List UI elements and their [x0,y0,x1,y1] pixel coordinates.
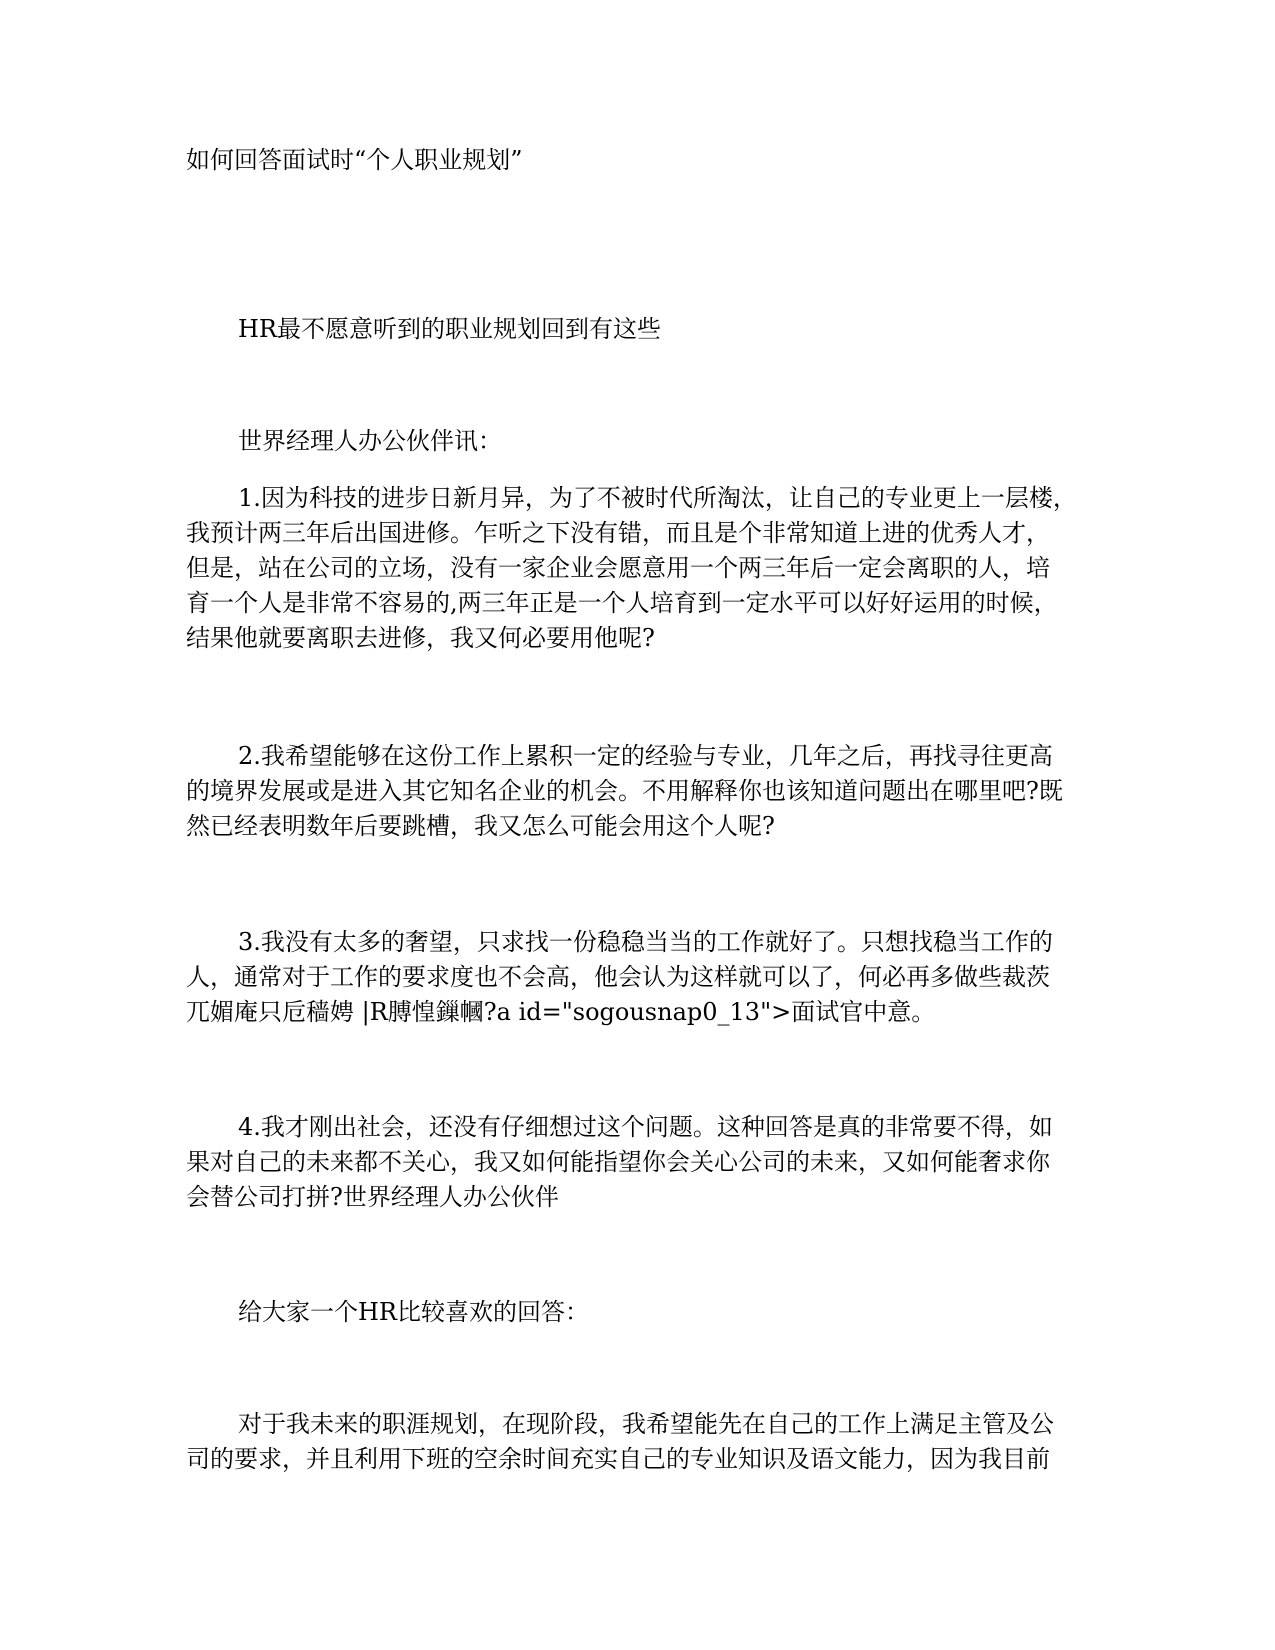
document-subtitle: HR最不愿意听到的职业规划回到有这些 [238,315,661,343]
answer-intro: 给大家一个HR比较喜欢的回答： [238,1298,589,1326]
paragraph-3-line-3: 兀媚庵只卮穑娉 |R膊惶鏁幗?a id="sogousnap0_13">面试官中意。 [186,998,936,1026]
paragraph-4-line-3: 会替公司打拼?世界经理人办公伙伴 [186,1183,559,1211]
source-line: 世界经理人办公伙伴讯： [238,427,502,455]
paragraph-3-line-1: 3.我没有太多的奢望，只求找一份稳稳当当的工作就好了。只想找稳当工作的 [238,928,1053,956]
paragraph-5-line-2: 司的要求，并且利用下班的空余时间充实自己的专业知识及语文能力，因为我目前 [186,1445,1050,1473]
paragraph-5-line-1: 对于我未来的职涯规划，在现阶段，我希望能先在自己的工作上满足主管及公 [238,1410,1054,1438]
paragraph-4-line-2: 果对自己的未来都不关心，我又如何能指望你会关心公司的未来，又如何能奢求你 [186,1148,1050,1176]
paragraph-3-line-2: 人，通常对于工作的要求度也不会高，他会认为这样就可以了，何必再多做些裁茨 [186,963,1050,991]
paragraph-1-line-5: 结果他就要离职去进修，我又何必要用他呢? [186,624,655,652]
paragraph-1-line-3: 但是，站在公司的立场，没有一家企业会愿意用一个两三年后一定会离职的人，培 [186,554,1050,582]
paragraph-1-line-2: 我预计两三年后出国进修。乍听之下没有错，而且是个非常知道上进的优秀人才， [186,519,1050,547]
document-title: 如何回答面试时“个人职业规划” [186,146,523,174]
paragraph-4-line-1: 4.我才刚出社会，还没有仔细想过这个问题。这种回答是真的非常要不得，如 [238,1113,1053,1141]
paragraph-2-line-3: 然已经表明数年后要跳槽，我又怎么可能会用这个人呢? [186,812,775,840]
paragraph-2-line-2: 的境界发展或是进入其它知名企业的机会。不用解释你也该知道问题出在哪里吧?既 [186,777,1063,805]
paragraph-1-line-1: 1.因为科技的进步日新月异，为了不被时代所淘汰，让自己的专业更上一层楼， [238,484,1077,512]
paragraph-2-line-1: 2.我希望能够在这份工作上累积一定的经验与专业，几年之后，再找寻往更高 [238,742,1053,770]
paragraph-1-line-4: 育一个人是非常不容易的,两三年正是一个人培育到一定水平可以好好运用的时候， [186,589,1058,617]
